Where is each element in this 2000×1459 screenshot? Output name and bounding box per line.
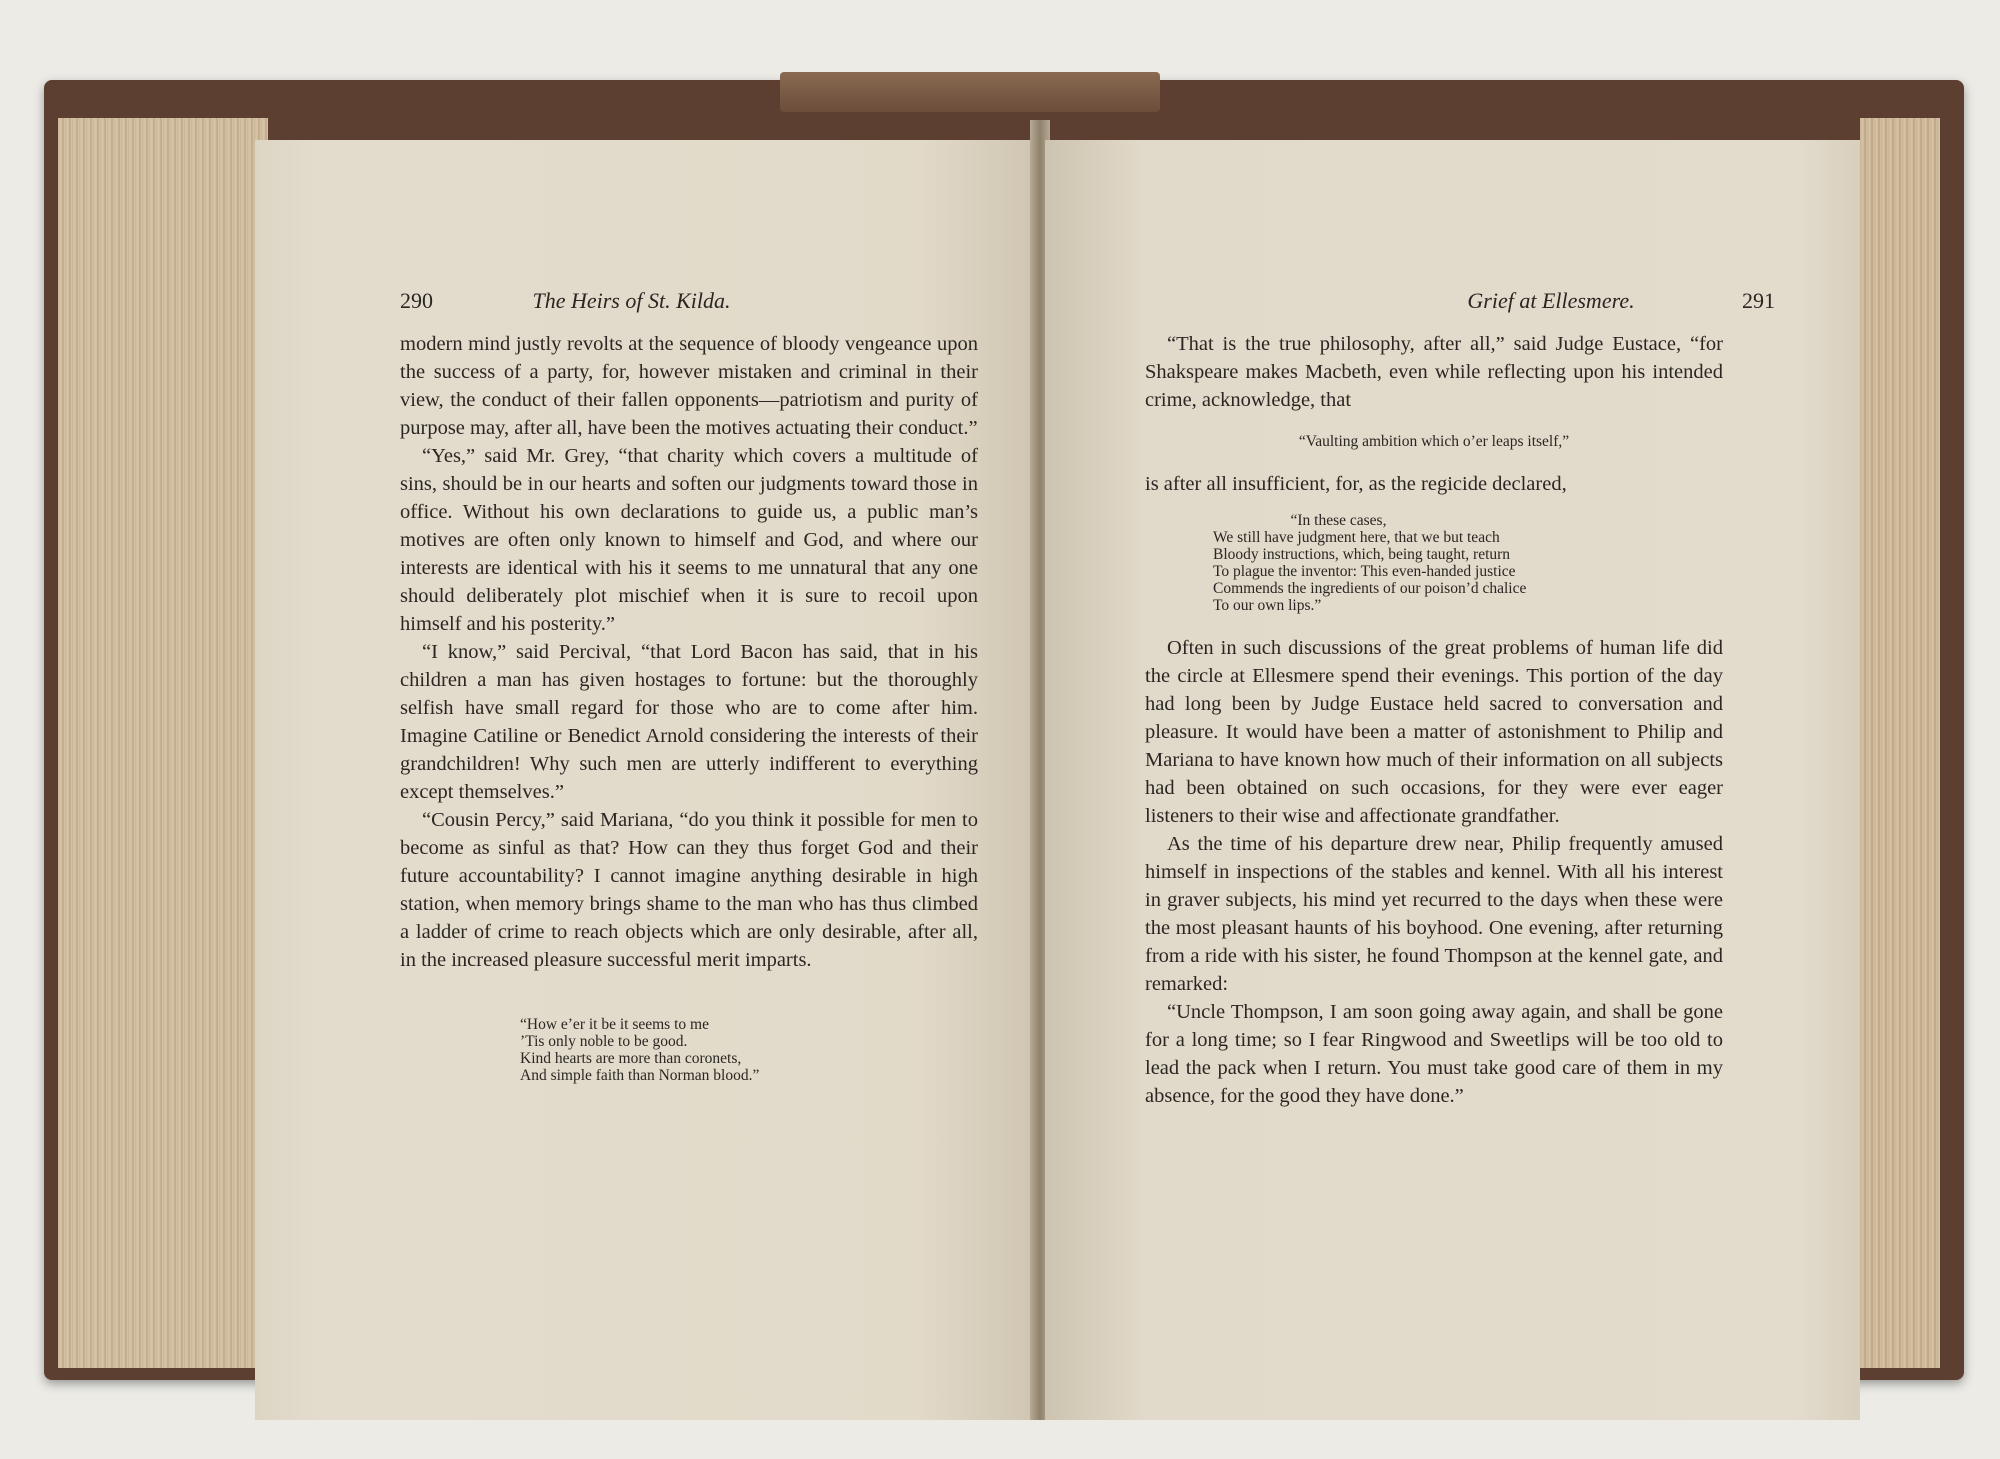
paragraph: As the time of his departure drew near, Philip frequently amused himself in inspections of the stables and kennel. With all his interest in graver subjects, his mind yet recurred to the days when these were the most pleasant haunts of his boyhood. One evening, after returning from a ride with his sister, he found Thompson at the kennel gate, and remarked: [1145, 833, 1723, 995]
page-number: 290 [400, 288, 433, 313]
running-title: Grief at Ellesmere. [1467, 288, 1635, 313]
verse-line: To our own lips.” [1213, 597, 1322, 614]
verse-line: To plague the inventor: This even-handed justice [1213, 563, 1516, 580]
verse-line: Commends the ingredients of our poison’d chalice [1213, 580, 1527, 597]
verse-quote [520, 1016, 978, 1084]
paragraph: “Uncle Thompson, I am soon going away again, and shall be gone for a long time; so I fear Ringwood and Sweetlips will be too old to lead the pack when I return. You must take good care of them in my absence, for the good they have done.” [1145, 1001, 1723, 1107]
verse-line: “How e’er it be it seems to me [520, 1016, 709, 1033]
paragraph: “I know,” said Percival, “that Lord Bacon has said, that in his children a man has given hostages to fortune: but the thoroughly selfish have small regard for those who are to come after him. Imagine Catiline or Benedict Arnold considering the interests of their grandchildren! Why such men are utterly indifferent to everything except themselves.” [400, 641, 978, 803]
paragraph: “Cousin Percy,” said Mariana, “do you think it possible for men to become as sinful as that? How can they thus forget God and their future accountability? I cannot imagine anything desirable in high station, when memory brings shame to the man who has thus climbed a ladder of crime to reach objects which are only desirable, after all, in the increased pleasure successful merit imparts. [400, 809, 978, 971]
left-body-text [400, 330, 978, 1084]
macbeth-quote: “Vaulting ambition which o’er leaps itself,” [1298, 433, 1570, 450]
right-running-head [1360, 288, 1775, 318]
page-number: 291 [1741, 288, 1775, 313]
page-edges-left [58, 118, 268, 1368]
left-page [255, 140, 1035, 1420]
right-page [1045, 140, 1860, 1420]
verse-line: And simple faith than Norman blood.” [520, 1067, 760, 1084]
right-body-text [1145, 330, 1723, 1110]
verse-quote [1213, 512, 1723, 614]
paragraph: “That is the true philosophy, after all,” said Judge Eustace, “for Shakspeare makes Macbeth, even while reflecting upon his intended crime, acknowledge, that [1145, 333, 1723, 411]
book-spine [780, 72, 1160, 112]
paragraph: Often in such discussions of the great problems of human life did the circle at Ellesmere spend their evenings. This portion of the day had long been by Judge Eustace held sacred to conversation and pleasure. It would have been a matter of astonishment to Philip and Mariana to have known how much of their information on all subjects had been obtained on such occasions, for they were ever eager listeners to their wise and affectionate grandfather. [1145, 637, 1723, 827]
page-edges-right [1860, 118, 1940, 1368]
paragraph: “Yes,” said Mr. Grey, “that charity which covers a multitude of sins, should be in our hearts and soften our judgments toward those in office. Without his own declarations to guide us, a public man’s motives are often only known to himself and God, and where our interests are identical with his it seems to me unnatural that any one should deliberately plot mischief when it is sure to recoil upon himself and his posterity.” [400, 445, 978, 635]
running-title: The Heirs of St. Kilda. [532, 288, 731, 313]
verse-line: Kind hearts are more than coronets, [520, 1050, 742, 1067]
verse-line: “In these cases, [1213, 512, 1387, 529]
verse-line: We still have judgment here, that we but teach [1213, 529, 1500, 546]
paragraph: is after all insufficient, for, as the regicide declared, [1145, 473, 1567, 495]
verse-line: Bloody instructions, which, being taught, return [1213, 546, 1511, 563]
paragraph: modern mind justly revolts at the sequence of bloody vengeance upon the success of a party, for, however mistaken and criminal in their view, the conduct of their fallen opponents—patriotism and purity of purpose may, after all, have been the motives actuating their conduct.” [400, 333, 978, 439]
left-running-head [400, 288, 830, 318]
verse-line: ’Tis only noble to be good. [520, 1033, 688, 1050]
